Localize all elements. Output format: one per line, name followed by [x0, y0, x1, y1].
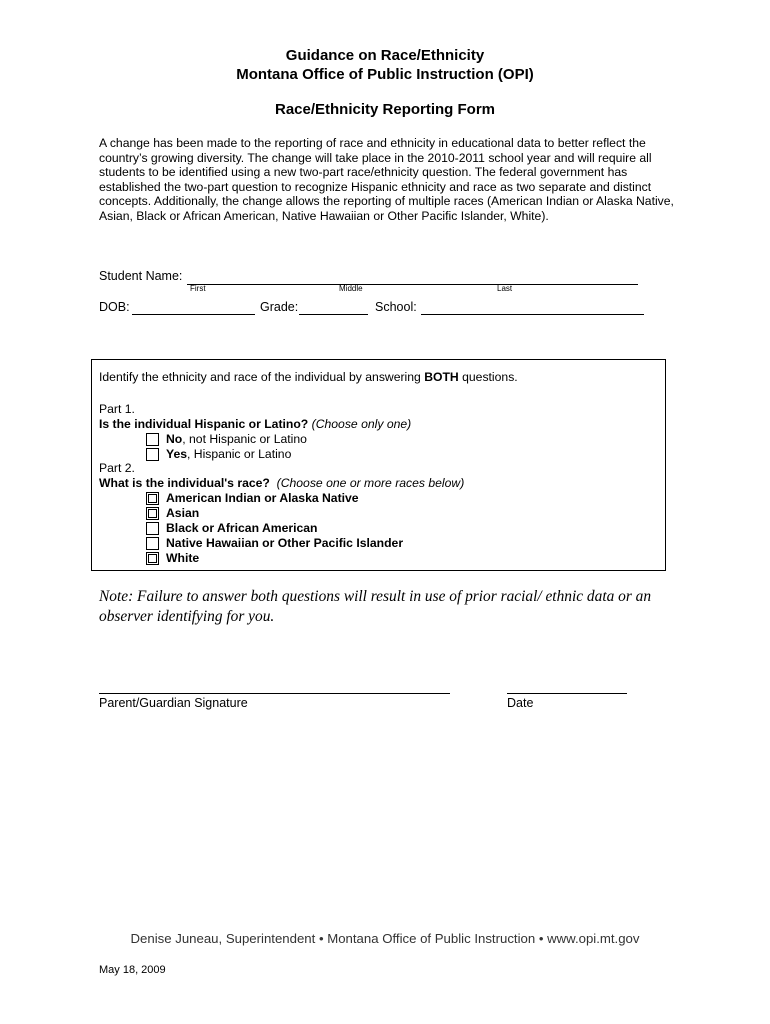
checkbox-white[interactable]: [146, 552, 159, 565]
dob-label: DOB:: [99, 300, 130, 314]
title-line-1: Guidance on Race/Ethnicity: [285, 47, 485, 64]
date-label: Date: [507, 696, 534, 710]
grade-label: Grade:: [260, 300, 299, 314]
option-not-hispanic: No, not Hispanic or Latino: [166, 432, 307, 446]
option-hispanic: Yes, Hispanic or Latino: [166, 447, 292, 461]
title-line-2: Montana Office of Public Instruction (OPI): [236, 66, 534, 83]
race-black: Black or African American: [166, 521, 318, 535]
student-name-label: Student Name:: [99, 269, 183, 283]
parent-signature-label: Parent/Guardian Signature: [99, 696, 248, 710]
date-field[interactable]: [507, 693, 627, 694]
first-name-caption: First: [190, 284, 206, 293]
checkbox-not-hispanic[interactable]: [146, 433, 159, 446]
last-name-caption: Last: [497, 284, 513, 293]
box-instruction: Identify the ethnicity and race of the individual by answering BOTH questions.: [99, 370, 518, 384]
part1-label: Part 1.: [99, 402, 135, 416]
dob-field[interactable]: [132, 314, 255, 315]
checkbox-pacific-islander[interactable]: [146, 537, 159, 550]
part2-question: What is the individual's race? (Choose one or more races below): [99, 476, 465, 490]
checkbox-american-indian[interactable]: [146, 492, 159, 505]
document-date: May 18, 2009: [99, 964, 166, 976]
race-asian: Asian: [166, 506, 200, 520]
grade-field[interactable]: [299, 314, 368, 315]
race-pacific-islander: Native Hawaiian or Other Pacific Islander: [166, 536, 404, 550]
form-title: Race/Ethnicity Reporting Form: [274, 101, 496, 118]
part1-question: Is the individual Hispanic or Latino? (Choose only one): [99, 417, 412, 431]
part2-label: Part 2.: [99, 461, 135, 475]
checkbox-black[interactable]: [146, 522, 159, 535]
checkbox-asian[interactable]: [146, 507, 159, 520]
intro-paragraph: A change has been made to the reporting of race and ethnicity in educational data to better reflect the country’s growing diversity. The change will take place in the 2010-2011 school year and will require all students to be identified using a new two-part race/ethnicity question. The federal government has established the two-part question to recognize Hispanic ethnicity and race as two separate and distinct concepts. Additionally, the change allows the reporting of multiple races (American Indian or Alaska Native, Asian, Black or African American, Native Hawaiian or Other Pacific Islander, White).: [99, 136, 674, 223]
race-american-indian: American Indian or Alaska Native: [166, 491, 359, 505]
school-label: School:: [375, 300, 417, 314]
student-name-field[interactable]: [187, 284, 638, 285]
parent-signature-field[interactable]: [99, 693, 450, 694]
checkbox-hispanic[interactable]: [146, 448, 159, 461]
footer-credits: Denise Juneau, Superintendent • Montana Office of Public Instruction • www.opi.mt.gov: [130, 931, 640, 946]
race-white: White: [166, 551, 200, 565]
school-field[interactable]: [421, 314, 644, 315]
note-text: Note: Failure to answer both questions will result in use of prior racial/ ethnic data or an observer identifying for you.: [99, 588, 652, 625]
middle-name-caption: Middle: [339, 284, 363, 293]
